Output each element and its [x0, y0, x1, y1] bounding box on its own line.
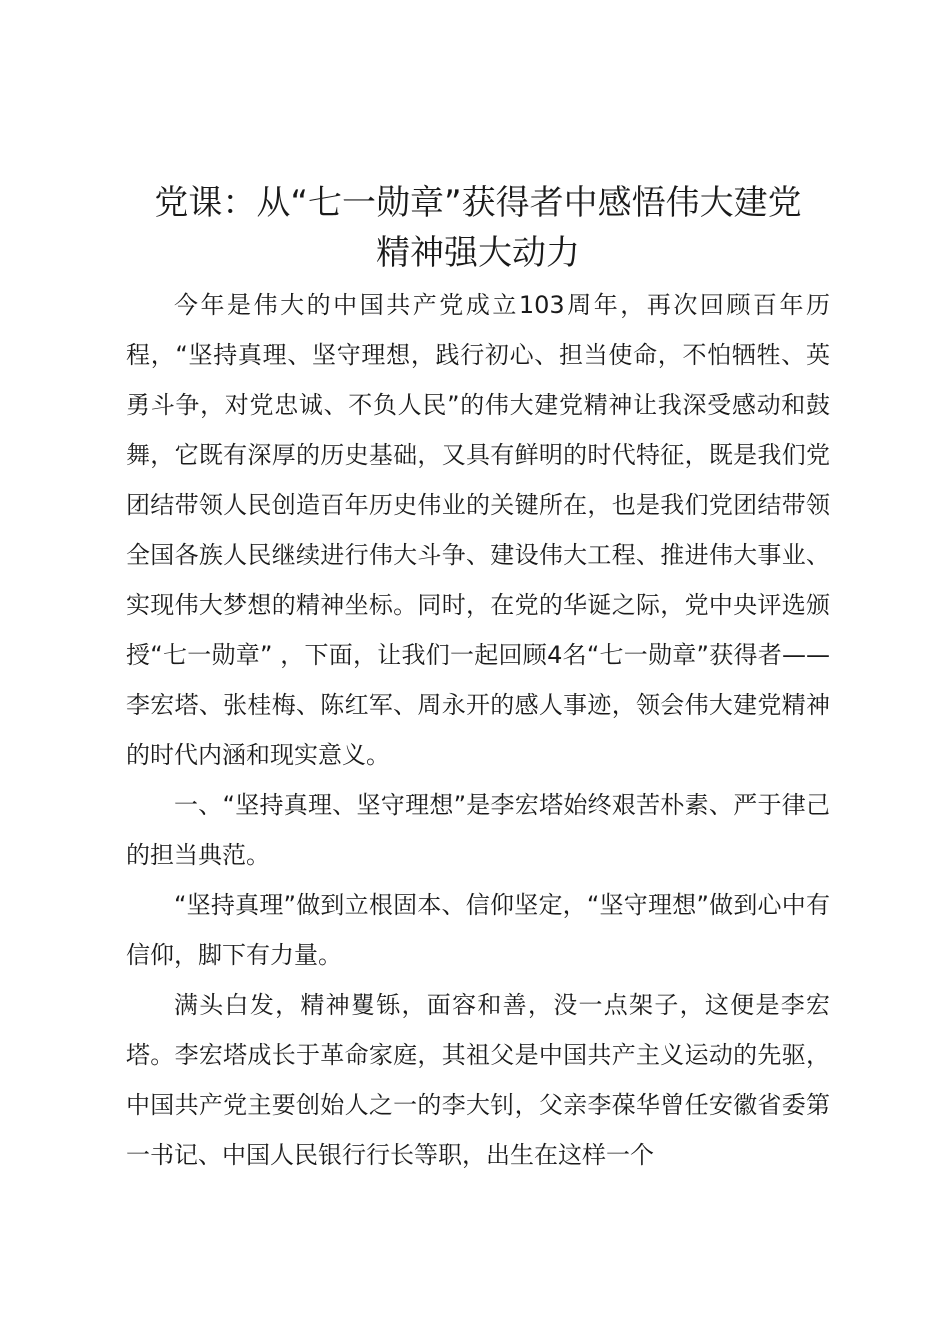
document-title: [126, 178, 830, 278]
title-line-2: 精神强大动力: [376, 233, 580, 273]
paragraph-li-hongta: 满头白发，精神矍铄，面容和善，没一点架子，这便是李宏塔。李宏塔成长于革命家庭，其祖父是中国共产主义运动的先驱，中国共产党主要创始人之一的李大钊，父亲李葆华曾任安徽省委第一书记、中国人民银行行长等职，出生在这样一个: [126, 991, 830, 1169]
paragraph-intro: 今年是伟大的中国共产党成立103周年，再次回顾百年历程，“坚持真理、坚守理想，践行初心、担当使命，不怕牺牲、英勇斗争，对党忠诚、不负人民”的伟大建党精神让我深受感动和鼓舞，它既有深厚的历史基础，又具有鲜明的时代特征，既是我们党团结带领人民创造百年历史伟业的关键所在，也是我们党团结带领全国各族人民继续进行伟大斗争、建设伟大工程、推进伟大事业、实现伟大梦想的精神坐标。同时，在党的华诞之际，党中央评选颁授“七一勋章” ，下面，让我们一起回顾4名“七一勋章”获得者——李宏塔、张桂梅、陈红军、周永开的感人事迹，领会伟大建党精神的时代内涵和现实意义。: [126, 291, 830, 769]
title-line-1: 党课：从“七一勋章”获得者中感悟伟大建党: [154, 183, 802, 223]
document-body: [126, 280, 830, 1180]
paragraph-section-heading-1: 一、“坚持真理、坚守理想”是李宏塔始终艰苦朴素、严于律己的担当典范。: [126, 791, 830, 869]
paragraph-truth-ideal: “坚持真理”做到立根固本、信仰坚定，“坚守理想”做到心中有信仰，脚下有力量。: [126, 891, 830, 969]
